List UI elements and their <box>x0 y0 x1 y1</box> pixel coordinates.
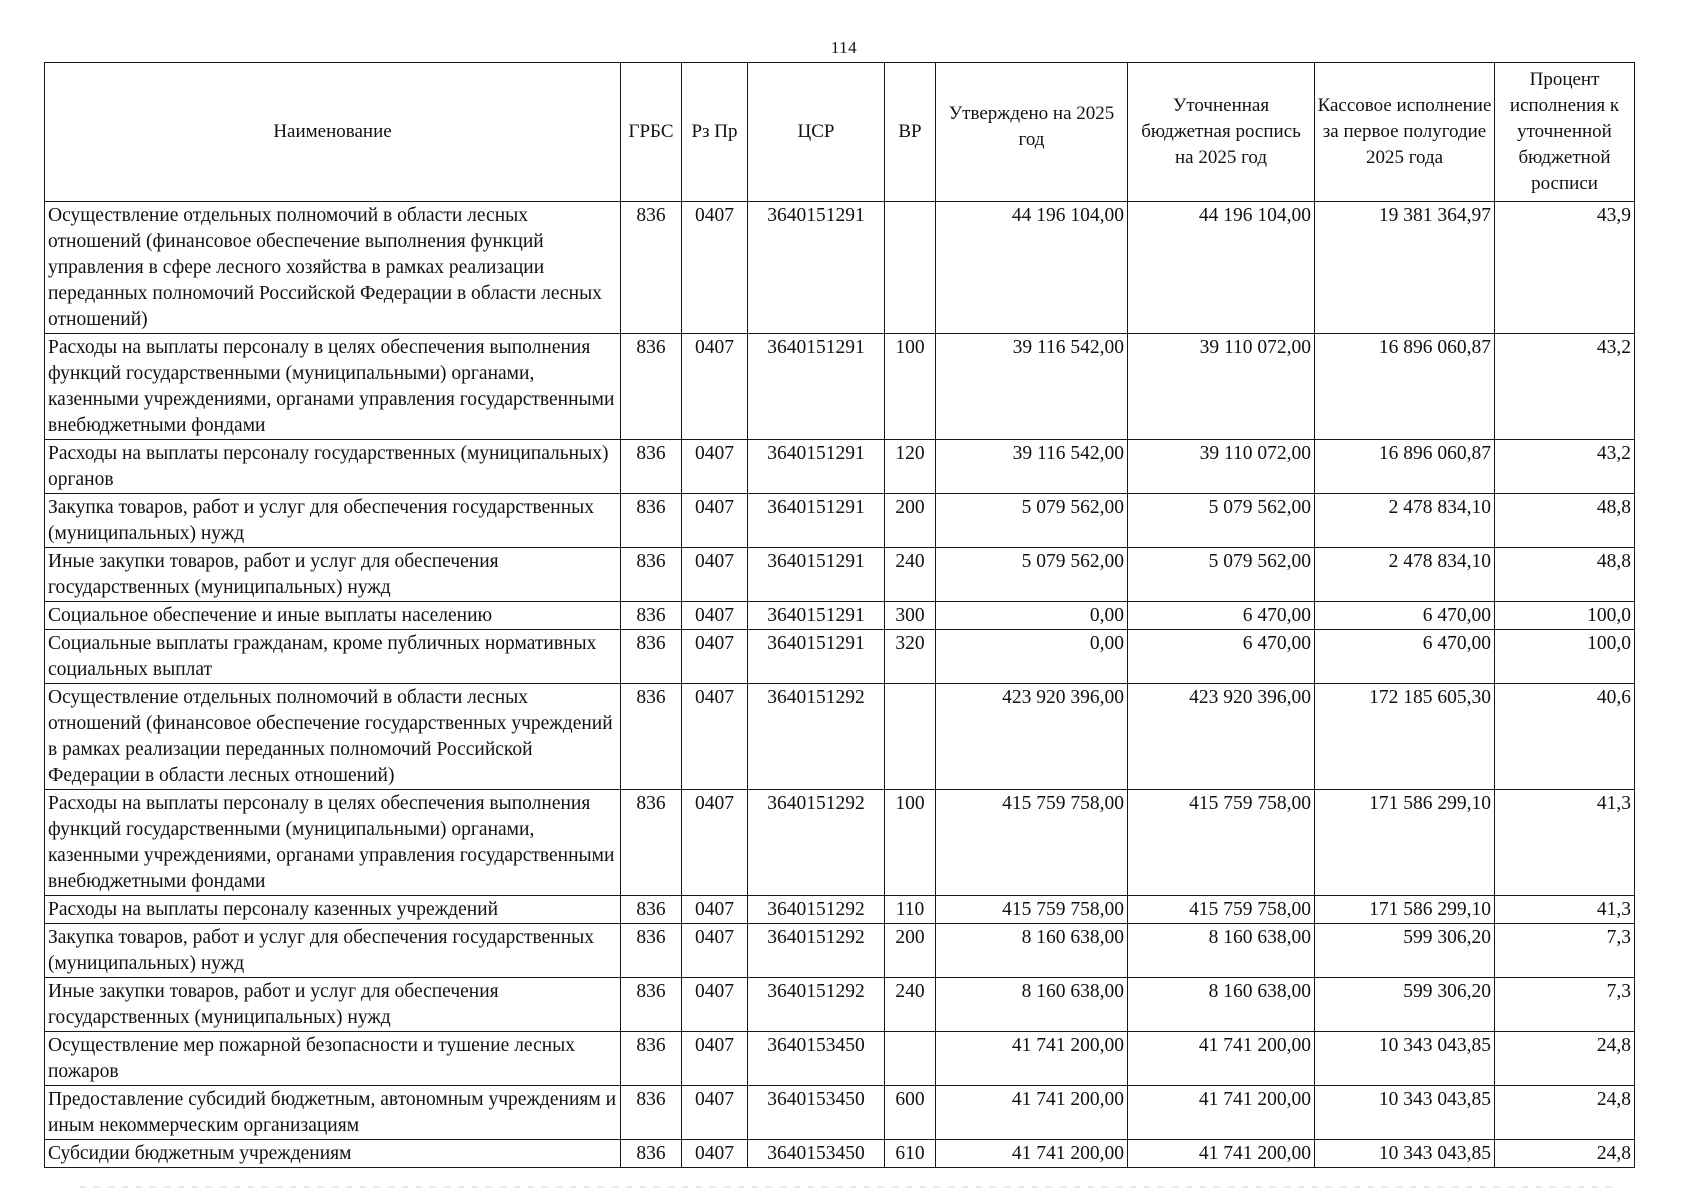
cell-vr: 110 <box>885 896 936 924</box>
cell-approved: 39 116 542,00 <box>936 334 1128 440</box>
cell-csr: 3640151291 <box>748 202 885 334</box>
table-row <box>45 978 1635 1032</box>
cell-name: Расходы на выплаты персоналу в целях обеспечения выполнения функций государственными (муниципальными) органами, казенными учреждениями, органами управления государственными внебюджетными фондами <box>45 334 621 440</box>
cell-rzpr: 0407 <box>682 1086 748 1140</box>
cell-percent: 41,3 <box>1495 790 1635 896</box>
cell-cash: 599 306,20 <box>1315 924 1495 978</box>
scan-artifact-line <box>80 1186 1620 1188</box>
cell-csr: 3640153450 <box>748 1086 885 1140</box>
cell-approved: 41 741 200,00 <box>936 1140 1128 1168</box>
cell-refined: 415 759 758,00 <box>1128 790 1315 896</box>
cell-vr: 600 <box>885 1086 936 1140</box>
cell-cash: 2 478 834,10 <box>1315 494 1495 548</box>
cell-csr: 3640151291 <box>748 630 885 684</box>
header-vr: ВР <box>885 63 936 202</box>
cell-approved: 415 759 758,00 <box>936 790 1128 896</box>
cell-grbs: 836 <box>621 602 682 630</box>
cell-grbs: 836 <box>621 1086 682 1140</box>
cell-approved: 8 160 638,00 <box>936 924 1128 978</box>
cell-name: Иные закупки товаров, работ и услуг для обеспечения государственных (муниципальных) нужд <box>45 548 621 602</box>
cell-csr: 3640151291 <box>748 602 885 630</box>
budget-execution-table <box>44 62 1635 1168</box>
cell-percent: 7,3 <box>1495 978 1635 1032</box>
table-row <box>45 684 1635 790</box>
cell-approved: 5 079 562,00 <box>936 494 1128 548</box>
cell-name: Субсидии бюджетным учреждениям <box>45 1140 621 1168</box>
cell-rzpr: 0407 <box>682 790 748 896</box>
cell-cash: 16 896 060,87 <box>1315 334 1495 440</box>
cell-cash: 10 343 043,85 <box>1315 1140 1495 1168</box>
table-row <box>45 630 1635 684</box>
cell-name: Закупка товаров, работ и услуг для обеспечения государственных (муниципальных) нужд <box>45 494 621 548</box>
table-header-row <box>45 63 1635 202</box>
cell-vr: 240 <box>885 978 936 1032</box>
table-row <box>45 924 1635 978</box>
cell-rzpr: 0407 <box>682 334 748 440</box>
cell-approved: 8 160 638,00 <box>936 978 1128 1032</box>
cell-vr: 100 <box>885 334 936 440</box>
cell-name: Расходы на выплаты персоналу государственных (муниципальных) органов <box>45 440 621 494</box>
cell-grbs: 836 <box>621 334 682 440</box>
cell-percent: 48,8 <box>1495 548 1635 602</box>
cell-approved: 44 196 104,00 <box>936 202 1128 334</box>
cell-cash: 6 470,00 <box>1315 630 1495 684</box>
cell-csr: 3640151292 <box>748 924 885 978</box>
header-percent: Процент исполнения к уточненной бюджетной росписи <box>1495 63 1635 202</box>
cell-vr: 100 <box>885 790 936 896</box>
cell-percent: 43,2 <box>1495 440 1635 494</box>
cell-vr: 320 <box>885 630 936 684</box>
table-row <box>45 790 1635 896</box>
cell-refined: 8 160 638,00 <box>1128 924 1315 978</box>
cell-grbs: 836 <box>621 440 682 494</box>
cell-refined: 41 741 200,00 <box>1128 1032 1315 1086</box>
cell-grbs: 836 <box>621 978 682 1032</box>
cell-rzpr: 0407 <box>682 548 748 602</box>
cell-approved: 0,00 <box>936 602 1128 630</box>
cell-percent: 43,2 <box>1495 334 1635 440</box>
cell-rzpr: 0407 <box>682 202 748 334</box>
header-refined: Уточненная бюджетная роспись на 2025 год <box>1128 63 1315 202</box>
table-row <box>45 1032 1635 1086</box>
cell-csr: 3640151291 <box>748 440 885 494</box>
header-rzpr: Рз Пр <box>682 63 748 202</box>
cell-cash: 171 586 299,10 <box>1315 790 1495 896</box>
cell-refined: 423 920 396,00 <box>1128 684 1315 790</box>
cell-percent: 48,8 <box>1495 494 1635 548</box>
cell-csr: 3640151292 <box>748 896 885 924</box>
cell-cash: 16 896 060,87 <box>1315 440 1495 494</box>
cell-name: Социальные выплаты гражданам, кроме публичных нормативных социальных выплат <box>45 630 621 684</box>
cell-vr: 120 <box>885 440 936 494</box>
cell-csr: 3640151291 <box>748 334 885 440</box>
table-row <box>45 1140 1635 1168</box>
table-row <box>45 494 1635 548</box>
cell-grbs: 836 <box>621 924 682 978</box>
cell-approved: 41 741 200,00 <box>936 1032 1128 1086</box>
header-grbs: ГРБС <box>621 63 682 202</box>
table-row <box>45 440 1635 494</box>
cell-refined: 415 759 758,00 <box>1128 896 1315 924</box>
cell-vr: 300 <box>885 602 936 630</box>
cell-percent: 41,3 <box>1495 896 1635 924</box>
table-row <box>45 334 1635 440</box>
cell-csr: 3640151291 <box>748 494 885 548</box>
cell-percent: 24,8 <box>1495 1140 1635 1168</box>
cell-vr <box>885 202 936 334</box>
cell-grbs: 836 <box>621 548 682 602</box>
cell-cash: 10 343 043,85 <box>1315 1086 1495 1140</box>
cell-percent: 24,8 <box>1495 1086 1635 1140</box>
cell-grbs: 836 <box>621 630 682 684</box>
cell-vr <box>885 1032 936 1086</box>
cell-approved: 41 741 200,00 <box>936 1086 1128 1140</box>
cell-name: Иные закупки товаров, работ и услуг для обеспечения государственных (муниципальных) нужд <box>45 978 621 1032</box>
cell-approved: 5 079 562,00 <box>936 548 1128 602</box>
table-row <box>45 896 1635 924</box>
cell-csr: 3640151292 <box>748 684 885 790</box>
cell-rzpr: 0407 <box>682 896 748 924</box>
cell-refined: 39 110 072,00 <box>1128 334 1315 440</box>
cell-cash: 171 586 299,10 <box>1315 896 1495 924</box>
cell-approved: 415 759 758,00 <box>936 896 1128 924</box>
cell-refined: 39 110 072,00 <box>1128 440 1315 494</box>
cell-vr: 200 <box>885 924 936 978</box>
cell-refined: 41 741 200,00 <box>1128 1140 1315 1168</box>
cell-name: Социальное обеспечение и иные выплаты населению <box>45 602 621 630</box>
cell-vr: 610 <box>885 1140 936 1168</box>
table-body <box>45 202 1635 1168</box>
cell-refined: 8 160 638,00 <box>1128 978 1315 1032</box>
cell-csr: 3640151292 <box>748 790 885 896</box>
cell-csr: 3640151292 <box>748 978 885 1032</box>
header-approved: Утверждено на 2025 год <box>936 63 1128 202</box>
header-name: Наименование <box>45 63 621 202</box>
table-row <box>45 602 1635 630</box>
cell-percent: 100,0 <box>1495 602 1635 630</box>
table-row <box>45 548 1635 602</box>
cell-name: Расходы на выплаты персоналу казенных учреждений <box>45 896 621 924</box>
cell-vr: 240 <box>885 548 936 602</box>
cell-approved: 0,00 <box>936 630 1128 684</box>
cell-cash: 172 185 605,30 <box>1315 684 1495 790</box>
cell-csr: 3640151291 <box>748 548 885 602</box>
cell-approved: 39 116 542,00 <box>936 440 1128 494</box>
cell-rzpr: 0407 <box>682 1032 748 1086</box>
cell-grbs: 836 <box>621 202 682 334</box>
cell-name: Осуществление отдельных полномочий в области лесных отношений (финансовое обеспечение государственных учреждений в рамках реализации переданных полномочий Российской Федерации в области лесных отношений) <box>45 684 621 790</box>
page-number: 114 <box>830 38 858 57</box>
cell-csr: 3640153450 <box>748 1140 885 1168</box>
cell-refined: 6 470,00 <box>1128 602 1315 630</box>
cell-cash: 10 343 043,85 <box>1315 1032 1495 1086</box>
header-cash: Кассовое исполнение за первое полугодие 2025 года <box>1315 63 1495 202</box>
cell-rzpr: 0407 <box>682 1140 748 1168</box>
cell-name: Осуществление мер пожарной безопасности и тушение лесных пожаров <box>45 1032 621 1086</box>
cell-vr <box>885 684 936 790</box>
cell-approved: 423 920 396,00 <box>936 684 1128 790</box>
cell-rzpr: 0407 <box>682 602 748 630</box>
cell-grbs: 836 <box>621 896 682 924</box>
cell-cash: 19 381 364,97 <box>1315 202 1495 334</box>
cell-refined: 5 079 562,00 <box>1128 548 1315 602</box>
cell-refined: 41 741 200,00 <box>1128 1086 1315 1140</box>
cell-name: Предоставление субсидий бюджетным, автономным учреждениям и иным некоммерческим организациям <box>45 1086 621 1140</box>
cell-percent: 40,6 <box>1495 684 1635 790</box>
cell-name: Закупка товаров, работ и услуг для обеспечения государственных (муниципальных) нужд <box>45 924 621 978</box>
cell-cash: 599 306,20 <box>1315 978 1495 1032</box>
cell-grbs: 836 <box>621 790 682 896</box>
cell-refined: 5 079 562,00 <box>1128 494 1315 548</box>
table-row <box>45 202 1635 334</box>
cell-rzpr: 0407 <box>682 440 748 494</box>
cell-refined: 6 470,00 <box>1128 630 1315 684</box>
cell-cash: 2 478 834,10 <box>1315 548 1495 602</box>
cell-grbs: 836 <box>621 1032 682 1086</box>
cell-percent: 24,8 <box>1495 1032 1635 1086</box>
cell-percent: 100,0 <box>1495 630 1635 684</box>
cell-rzpr: 0407 <box>682 684 748 790</box>
cell-grbs: 836 <box>621 1140 682 1168</box>
cell-percent: 43,9 <box>1495 202 1635 334</box>
cell-rzpr: 0407 <box>682 630 748 684</box>
table-row <box>45 1086 1635 1140</box>
cell-rzpr: 0407 <box>682 494 748 548</box>
cell-grbs: 836 <box>621 494 682 548</box>
cell-rzpr: 0407 <box>682 924 748 978</box>
cell-grbs: 836 <box>621 684 682 790</box>
cell-name: Осуществление отдельных полномочий в области лесных отношений (финансовое обеспечение выполнения функций управления в сфере лесного хозяйства в рамках реализации переданных полномочий Российской Федерации в области лесных отношений) <box>45 202 621 334</box>
cell-name: Расходы на выплаты персоналу в целях обеспечения выполнения функций государственными (муниципальными) органами, казенными учреждениями, органами управления государственными внебюджетными фондами <box>45 790 621 896</box>
cell-refined: 44 196 104,00 <box>1128 202 1315 334</box>
cell-cash: 6 470,00 <box>1315 602 1495 630</box>
cell-vr: 200 <box>885 494 936 548</box>
cell-rzpr: 0407 <box>682 978 748 1032</box>
cell-csr: 3640153450 <box>748 1032 885 1086</box>
header-csr: ЦСР <box>748 63 885 202</box>
cell-percent: 7,3 <box>1495 924 1635 978</box>
